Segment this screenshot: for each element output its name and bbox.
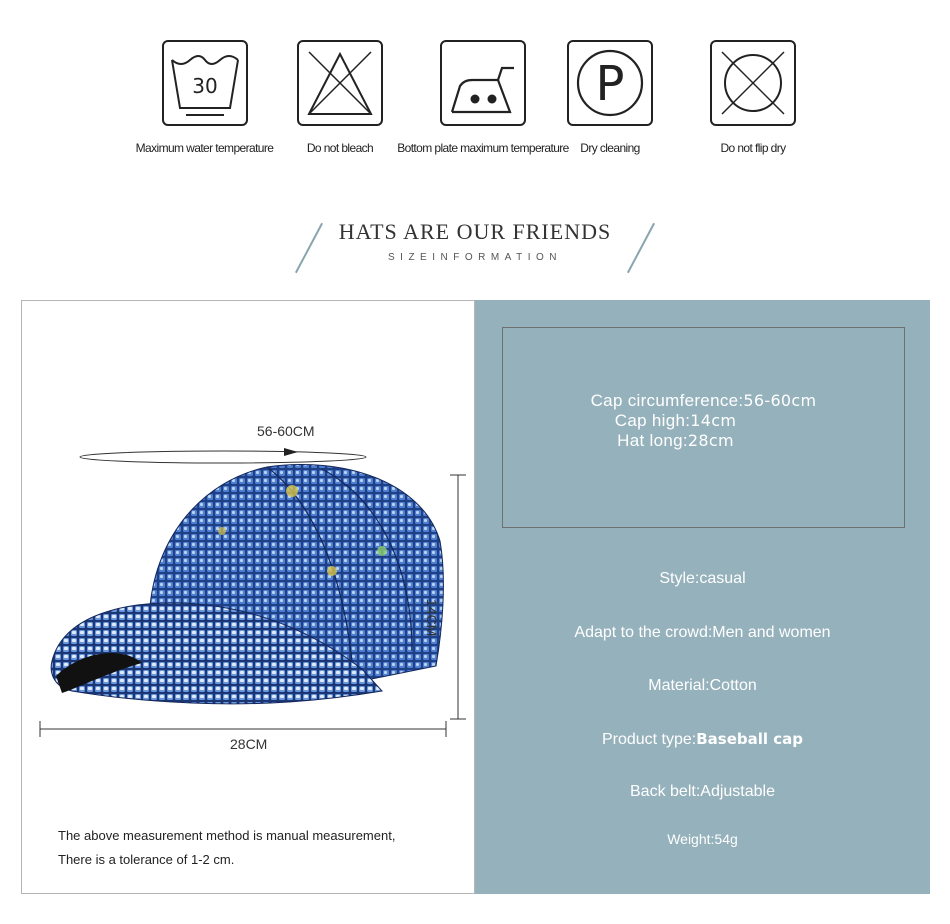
- attr-back-belt-label: Back belt:: [630, 783, 701, 800]
- height-label: 14CM: [424, 599, 440, 637]
- attr-back-belt-value: Adjustable: [700, 783, 775, 800]
- section-header: [0, 215, 950, 285]
- care-item-dry: [683, 40, 823, 155]
- spec-circumference: [503, 391, 904, 411]
- spec-circumference-label: Cap circumference:: [590, 391, 744, 410]
- attr-style-label: Style:: [659, 570, 700, 587]
- wash-temp-number: 30: [191, 74, 218, 98]
- section-title: HATS ARE OUR FRIENDS: [338, 219, 612, 244]
- attr-crowd: [475, 624, 930, 642]
- attr-style-value: casual: [699, 570, 746, 587]
- wash-30-icon: [162, 40, 248, 126]
- dry-clean-p-icon: [567, 40, 653, 126]
- spec-high-label: Cap high:: [614, 411, 691, 430]
- attr-weight-value: 54g: [714, 831, 738, 847]
- attr-weight-label: Weight:: [667, 831, 715, 847]
- length-label: 28CM: [230, 736, 268, 752]
- care-label-dryclean: Dry cleaning: [580, 141, 640, 155]
- care-label-bleach: Do not bleach: [306, 141, 374, 155]
- circumference-ring: [80, 451, 366, 463]
- no-tumble-dry-icon: [710, 40, 796, 126]
- attr-material: [475, 677, 930, 695]
- attr-weight: [475, 831, 930, 847]
- attr-product-type-label: Product type:: [601, 731, 697, 748]
- iron-two-dots-icon: [440, 40, 526, 126]
- hat-diagram: [22, 301, 474, 893]
- care-label-wash: Maximum water temperature: [135, 141, 274, 155]
- attr-style: [475, 570, 930, 588]
- note-line-1: The above measurement method is manual measurement,: [58, 828, 396, 843]
- attr-product-type-value: Baseball cap: [696, 730, 804, 748]
- hat-diagram-panel: [21, 300, 475, 894]
- spec-circumference-value: 56-60cm: [743, 391, 817, 410]
- spec-long: [447, 431, 904, 451]
- care-label-iron: Bottom plate maximum temperature: [397, 141, 569, 155]
- specs-panel: [475, 300, 930, 894]
- spec-long-label: Hat long:: [617, 431, 688, 450]
- spec-high: [447, 411, 904, 431]
- attr-material-label: Material:: [648, 677, 710, 694]
- care-label-dry: Do not flip dry: [720, 141, 786, 155]
- section-subtitle: SIZEINFORMATION: [388, 252, 562, 263]
- attr-crowd-value: Men and women: [712, 624, 831, 641]
- attr-material-value: Cotton: [709, 677, 757, 694]
- spec-high-value: 14cm: [690, 411, 737, 430]
- care-symbols-row: [0, 40, 950, 180]
- care-item-dryclean: [545, 40, 675, 155]
- attr-crowd-label: Adapt to the crowd:: [574, 624, 713, 641]
- measurement-note: [58, 824, 395, 872]
- note-line-2: There is a tolerance of 1-2 cm.: [58, 852, 235, 867]
- dry-clean-letter: P: [595, 56, 625, 112]
- attr-back-belt: [475, 783, 930, 801]
- size-spec-box: [502, 327, 905, 528]
- no-bleach-icon: [297, 40, 383, 126]
- circumference-arrow-icon: [284, 448, 298, 456]
- circumference-label: 56-60CM: [257, 423, 315, 439]
- spec-long-value: 28cm: [687, 431, 734, 450]
- attr-product-type: [475, 730, 930, 749]
